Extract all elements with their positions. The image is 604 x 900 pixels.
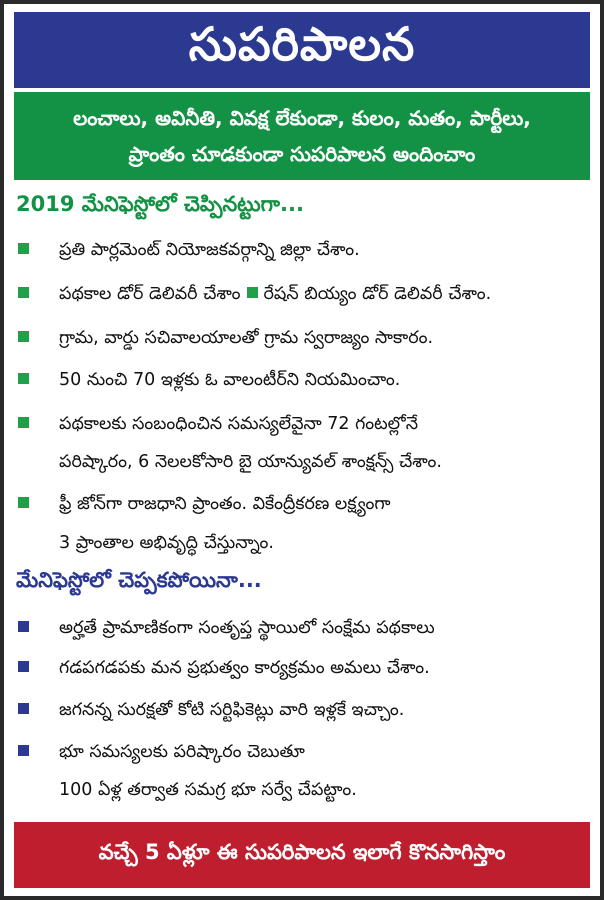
title-banner: [14, 12, 590, 88]
bullet-square-icon: [18, 497, 29, 508]
subtitle-line-2: ప్రాంతం చూడకుండా సుపరిపాలన అందించాం: [128, 142, 476, 166]
list-item-continuation: 3 ప్రాంతాల అభివృద్ధి చేస్తున్నాం.: [59, 533, 274, 553]
section1-heading: 2019 మేనిఫెస్టోలో చెప్పినట్టుగా...: [16, 192, 304, 216]
bullet-square-icon: [18, 703, 29, 714]
list-item: ప్రతి పార్లమెంట్ నియోజకవర్గాన్ని జిల్లా చేశాం.: [18, 238, 360, 262]
list-item: జగనన్న సురక్షతో కోటి సర్టిఫికెట్లు వారి ఇళ్లకే ఇచ్చాం.: [18, 698, 404, 722]
bullet-square-icon: [18, 287, 29, 298]
bullet-square-icon: [247, 287, 258, 298]
bullet-square-icon: [18, 661, 29, 672]
list-item: భూ సమస్యలకు పరిష్కారం చెబుతూ: [18, 740, 305, 764]
title: సుపరిపాలన: [188, 17, 416, 71]
list-item: పథకాలకు సంబంధించిన సమస్యలేవైనా 72 గంటల్లోనే: [18, 412, 418, 436]
subtitle-line-1: లంచాలు, అవినీతి, వివక్ష లేకుండా, కులం, మతం, పార్టీలు,: [73, 106, 531, 130]
list-item: గడపగడపకు మన ప్రభుత్వం కార్యక్రమం అమలు చేశాం.: [18, 656, 430, 680]
bullet-square-icon: [18, 745, 29, 756]
section2-heading: మేనిఫెస్టోలో చెప్పకపోయినా...: [16, 568, 262, 592]
list-item: ఫ్రీ జోన్‌గా రాజధాని ప్రాంతం. వికేంద్రీకరణ లక్ష్యంగా: [18, 492, 391, 516]
list-item-continuation: పరిష్కారం, 6 నెలలకోసారి బై యాన్యువల్ శాంక్షన్స్ చేశాం.: [59, 452, 442, 472]
footer-text: వచ్చే 5 ఏళ్లూ ఈ సుపరిపాలన ఇలాగే కొనసాగిస్తాం: [98, 840, 506, 864]
poster: [4, 4, 600, 896]
list-item: గ్రామ, వార్డు సచివాలయాలతో గ్రామ స్వరాజ్యం సాకారం.: [18, 326, 433, 350]
list-item: 50 నుంచి 70 ఇళ్లకు ఓ వాలంటీర్‌ని నియమించాం.: [18, 368, 400, 392]
bullet-square-icon: [18, 373, 29, 384]
list-item: పథకాల డోర్ డెలివరీ చేశాం రేషన్ బియ్యం డోర్ డెలివరీ చేశాం.: [18, 282, 491, 306]
bullet-square-icon: [18, 417, 29, 428]
footer-banner: [14, 822, 590, 888]
bullet-square-icon: [18, 331, 29, 342]
bullet-square-icon: [18, 621, 29, 632]
list-item-continuation: 100 ఏళ్ల తర్వాత సమగ్ర భూ సర్వే చేపట్టాం.: [59, 780, 357, 800]
list-item: అర్హతే ప్రామాణికంగా సంతృప్త స్థాయిలో సంక్షేమ పథకాలు: [18, 616, 435, 640]
subtitle-banner: [14, 92, 590, 180]
bullet-square-icon: [18, 243, 29, 254]
